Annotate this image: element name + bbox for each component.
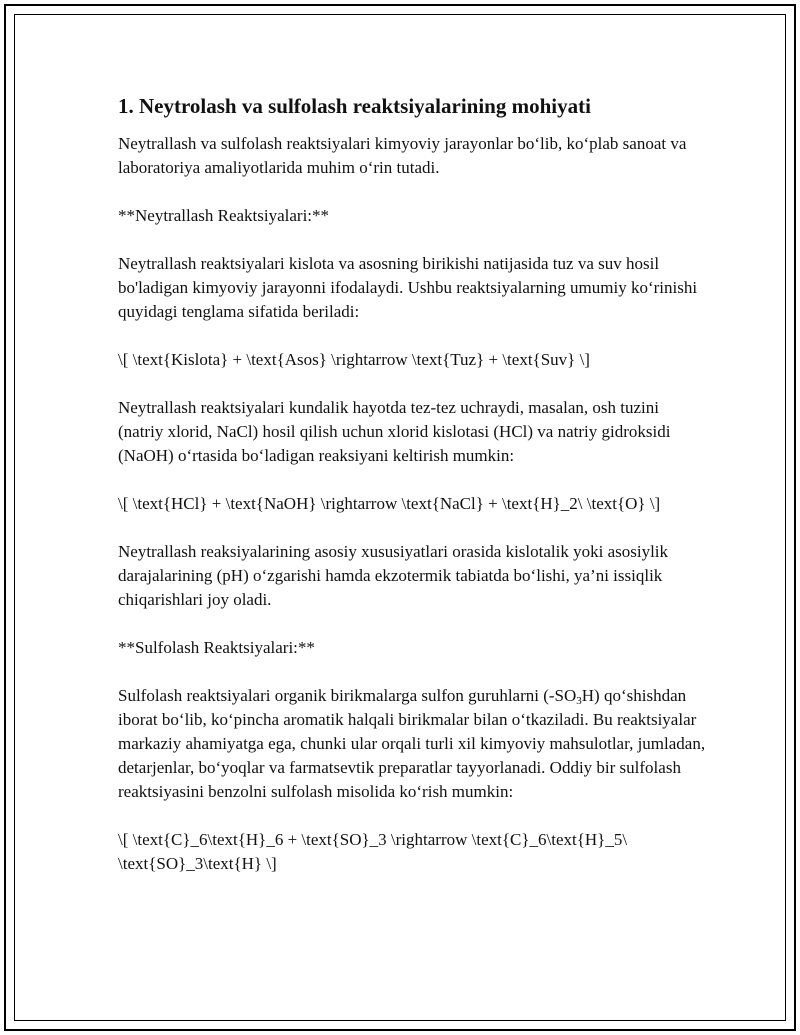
- sulfonation-definition-rest: H) qo‘shishdan iborat bo‘lib, ko‘pincha aromatik halqali birikmalar bilan o‘tkaziladi. Bu reaktsiyalar markaziy ahamiyatga ega, chunki ular orqali turli xil kimyoviy mahsulotlar, jumladan, detarjenlar, bo‘yoqlar va farmatsevtik preparatlar tayyorlanadi. Oddiy bir sulfolash reaktsiyasini benzolni sulfolash misolida ko‘rish mumkin:: [118, 686, 706, 801]
- neutralization-general-equation: \[ \text{Kislota} + \text{Asos} \rightarrow \text{Tuz} + \text{Suv} \]: [118, 350, 590, 369]
- section-title: 1. Neytrolash va sulfolash reaktsiyalarining mohiyati: [118, 94, 591, 118]
- sulfonation-equation: \[ \text{C}_6\text{H}_6 + \text{SO}_3 \rightarrow \text{C}_6\text{H}_5\ \text{SO}_3\text{H} \]: [118, 830, 628, 873]
- sulfonation-subscript: 3: [576, 695, 582, 707]
- sulfonation-heading: **Sulfolash Reaktsiyalari:**: [118, 638, 315, 657]
- sulfonation-definition-start: Sulfolash reaktsiyalari organik birikmalarga sulfon guruhlarni (-SO: [118, 686, 577, 705]
- neutralization-properties: Neytrallash reaksiyalarining asosiy xususiyatlari orasida kislotalik yoki asosiylik darajalarining (pH) o‘zgarishi hamda ekzotermik tabiatda bo‘lishi, ya’ni issiqlik chiqarishlari joy oladi.: [118, 542, 669, 609]
- sulfonation-definition: [118, 684, 708, 804]
- neutralization-example: Neytrallash reaktsiyalari kundalik hayotda tez-tez uchraydi, masalan, osh tuzini (natriy xlorid, NaCl) hosil qilish uchun xlorid kislotasi (HCl) va natriy gidroksidi (NaOH) o‘rtasida bo‘ladigan reaksiyani keltirish mumkin:: [118, 398, 671, 465]
- neutralization-heading: **Neytrallash Reaktsiyalari:**: [118, 206, 330, 225]
- neutralization-example-equation: \[ \text{HCl} + \text{NaOH} \rightarrow \text{NaCl} + \text{H}_2\ \text{O} \]: [118, 494, 661, 513]
- intro-paragraph: Neytrallash va sulfolash reaktsiyalari kimyoviy jarayonlar bo‘lib, ko‘plab sanoat va laboratoriya amaliyotlarida muhim o‘rin tutadi.: [118, 134, 687, 177]
- document-body: [118, 92, 708, 900]
- neutralization-definition: Neytrallash reaktsiyalari kislota va asosning birikishi natijasida tuz va suv hosil bo'ladigan kimyoviy jarayonni ifodalaydi. Ushbu reaktsiyalarning umumiy ko‘rinishi quyidagi tenglama sifatida beriladi:: [118, 254, 698, 321]
